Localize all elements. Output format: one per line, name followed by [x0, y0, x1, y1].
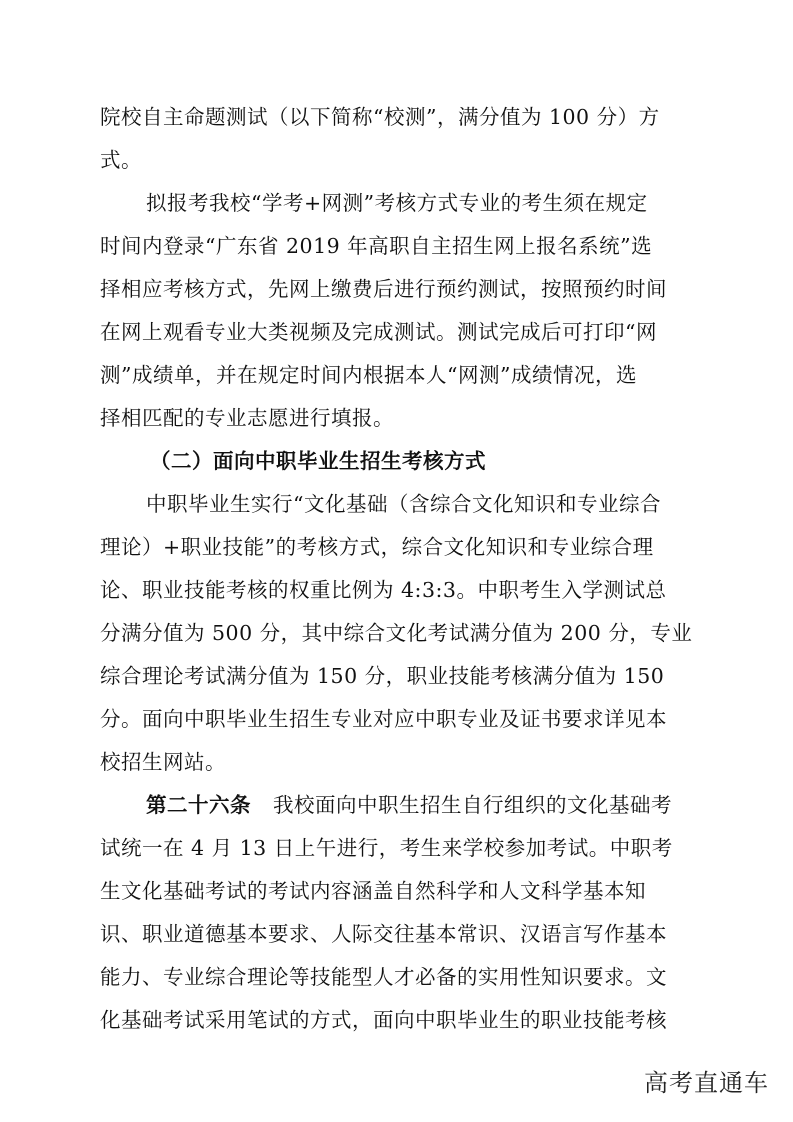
para3-line6: 分。面向中职毕业生招生专业对应中职专业及证书要求详见本 [100, 707, 667, 731]
para3-line7: 校招生网站。 [100, 750, 226, 774]
para2-line3: 择相应考核方式，先网上缴费后进行预约测试，按照预约时间 [100, 277, 667, 301]
article-number: 第二十六条 [146, 793, 251, 817]
article-26-line5: 能力、专业综合理论等技能型人才必备的实用性知识要求。文 [100, 965, 667, 989]
para2-line5: 测”成绩单，并在规定时间内根据本人“网测”成绩情况，选 [100, 363, 637, 387]
para2-line1: 拟报考我校“学考+网测”考核方式专业的考生须在规定 [146, 191, 648, 215]
article-26-line1 [146, 785, 672, 825]
article-26-line1-text: 我校面向中职生招生自行组织的文化基础考 [273, 793, 672, 817]
article-26-line3: 生文化基础考试的考试内容涵盖自然科学和人文科学基本知 [100, 879, 646, 903]
para2-line4: 在网上观看专业大类视频及完成测试。测试完成后可打印“网 [100, 320, 657, 344]
para3-line2: 理论）+职业技能”的考核方式，综合文化知识和专业综合理 [100, 535, 654, 559]
para3-line1: 中职毕业生实行“文化基础（含综合文化知识和专业综合 [146, 492, 661, 516]
para3-line3: 论、职业技能考核的权重比例为 4:3:3。中职考生入学测试总 [100, 578, 667, 602]
article-26-line4: 识、职业道德基本要求、人际交往基本常识、汉语言写作基本 [100, 922, 667, 946]
article-26-line6: 化基础考试采用笔试的方式，面向中职毕业生的职业技能考核 [100, 1008, 667, 1032]
para2-line6: 择相匹配的专业志愿进行填报。 [100, 406, 394, 430]
para2-line2: 时间内登录“广东省 2019 年高职自主招生网上报名系统”选 [100, 234, 653, 258]
para1-line2: 式。 [100, 148, 142, 172]
article-26-line2: 试统一在 4 月 13 日上午进行，考生来学校参加考试。中职考 [100, 836, 673, 860]
watermark-text: 高考直通车 [644, 1069, 769, 1097]
para3-line4: 分满分值为 500 分，其中综合文化考试满分值为 200 分，专业 [100, 621, 693, 645]
para3-line5: 综合理论考试满分值为 150 分，职业技能考核满分值为 150 [100, 664, 665, 688]
section-heading: （二）面向中职毕业生招生考核方式 [150, 449, 486, 473]
para1-line1: 院校自主命题测试（以下简称“校测”，满分值为 100 分）方 [100, 105, 660, 129]
